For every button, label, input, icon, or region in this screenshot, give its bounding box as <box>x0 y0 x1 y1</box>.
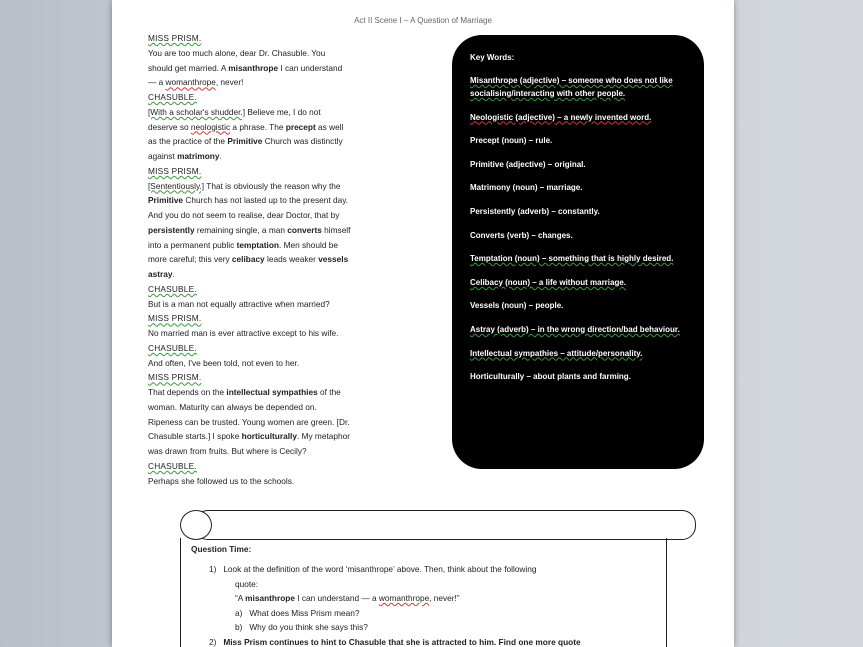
script-line: Ripeness can be trusted. Young women are green. [Dr. <box>148 416 350 427</box>
speaker-name: CHASUBLE. <box>148 460 197 471</box>
key-word-item: Vessels (noun) – people. <box>470 301 564 311</box>
speaker-name: CHASUBLE. <box>148 342 197 353</box>
speaker-name: MISS PRISM. <box>148 372 202 383</box>
key-word-item: Astray (adverb) – in the wrong direction/bad behaviour. <box>470 324 680 334</box>
key-word-item: Horticulturally – about plants and farming. <box>470 372 631 382</box>
key-word-item: Celibacy (noun) – a life without marriage. <box>470 277 627 287</box>
script-line: Chasuble starts.] I spoke horticulturally. My metaphor <box>148 431 350 442</box>
script-line: No married man is ever attractive except to his wife. <box>148 328 339 338</box>
speaker-name: MISS PRISM. <box>148 313 202 324</box>
play-script <box>148 31 400 488</box>
question-panel <box>180 538 667 647</box>
speaker-name: CHASUBLE. <box>148 92 197 102</box>
script-line: — a womanthrope, never! <box>148 77 244 88</box>
key-word-item: Matrimony (noun) – marriage. <box>470 183 583 193</box>
script-line: as the practice of the Primitive Church was distinctly <box>148 136 343 147</box>
script-line: Perhaps she followed us to the schools. <box>148 475 295 486</box>
script-line: You are too much alone, dear Dr. Chasuble. You <box>148 47 326 58</box>
question-quote: “A misanthrope I can understand — a womanthrope, never!” <box>235 593 460 603</box>
key-word-item: Persistently (adverb) – constantly. <box>470 206 600 216</box>
speaker-name: MISS PRISM. <box>148 165 202 176</box>
question-item: 1) Look at the definition of the word ‘misanthrope’ above. Then, think about the following <box>209 564 537 574</box>
script-line: into a permanent public temptation. Men should be <box>148 239 339 250</box>
speaker-name: CHASUBLE. <box>148 283 197 294</box>
key-words-title: Key Words: <box>470 53 515 62</box>
script-line: And you do not seem to realise, dear Doctor, that by <box>148 210 340 220</box>
script-line: But is a man not equally attractive when married? <box>148 298 330 309</box>
question-item: 2) Miss Prism continues to hint to Chasuble that she is attracted to him. Find one more quote <box>209 636 581 647</box>
script-line: Primitive Church has not lasted up to the present day. <box>148 195 349 206</box>
speaker-name: MISS PRISM. <box>148 33 202 43</box>
question-title: Question Time: <box>191 544 252 554</box>
script-line: [Sententiously.] That is obviously the reason why the <box>148 180 341 191</box>
script-line: more careful; this very celibacy leads weaker vessels <box>148 254 349 265</box>
script-line: was drawn from fruits. But where is Cecily? <box>148 446 307 456</box>
script-line: against matrimony. <box>148 151 222 161</box>
key-word-item: Temptation (noun) – something that is highly desired. <box>470 254 674 264</box>
script-line: persistently remaining single, a man converts himself <box>148 224 351 235</box>
document-page <box>112 0 734 647</box>
key-word-item: Misanthrope (adjective) – someone who does not like socialising/interacting with other people. <box>470 76 673 98</box>
script-line: [With a scholar's shudder.] Believe me, I do not <box>148 106 321 117</box>
page-header: Act II Scene I – A Question of Marriage <box>354 16 492 25</box>
key-word-item: Primitive (adjective) – original. <box>470 159 586 169</box>
scroll-banner <box>180 509 696 539</box>
key-word-item: Converts (verb) – changes. <box>470 230 573 240</box>
script-line: And often, I've been told, not even to her. <box>148 357 300 368</box>
script-line: woman. Maturity can always be depended on. <box>148 401 317 412</box>
script-line: should get married. A misanthrope I can understand <box>148 62 343 73</box>
scroll-curl-shape <box>180 510 212 540</box>
key-words-box <box>452 35 704 469</box>
key-word-item: Precept (noun) – rule. <box>470 136 553 146</box>
key-word-item: Neologistic (adjective) – a newly invented word. <box>470 112 652 122</box>
script-line: astray. <box>148 269 175 279</box>
script-line: deserve so neologistic a phrase. The precept as well <box>148 121 344 132</box>
question-subitem: b) Why do you think she says this? <box>235 622 368 632</box>
script-line: That depends on the intellectual sympathies of the <box>148 387 341 397</box>
key-word-item: Intellectual sympathies – attitude/personality. <box>470 348 643 358</box>
question-subitem: a) What does Miss Prism mean? <box>235 607 360 618</box>
scroll-bar-shape <box>194 510 696 540</box>
question-item: quote: <box>235 578 259 589</box>
